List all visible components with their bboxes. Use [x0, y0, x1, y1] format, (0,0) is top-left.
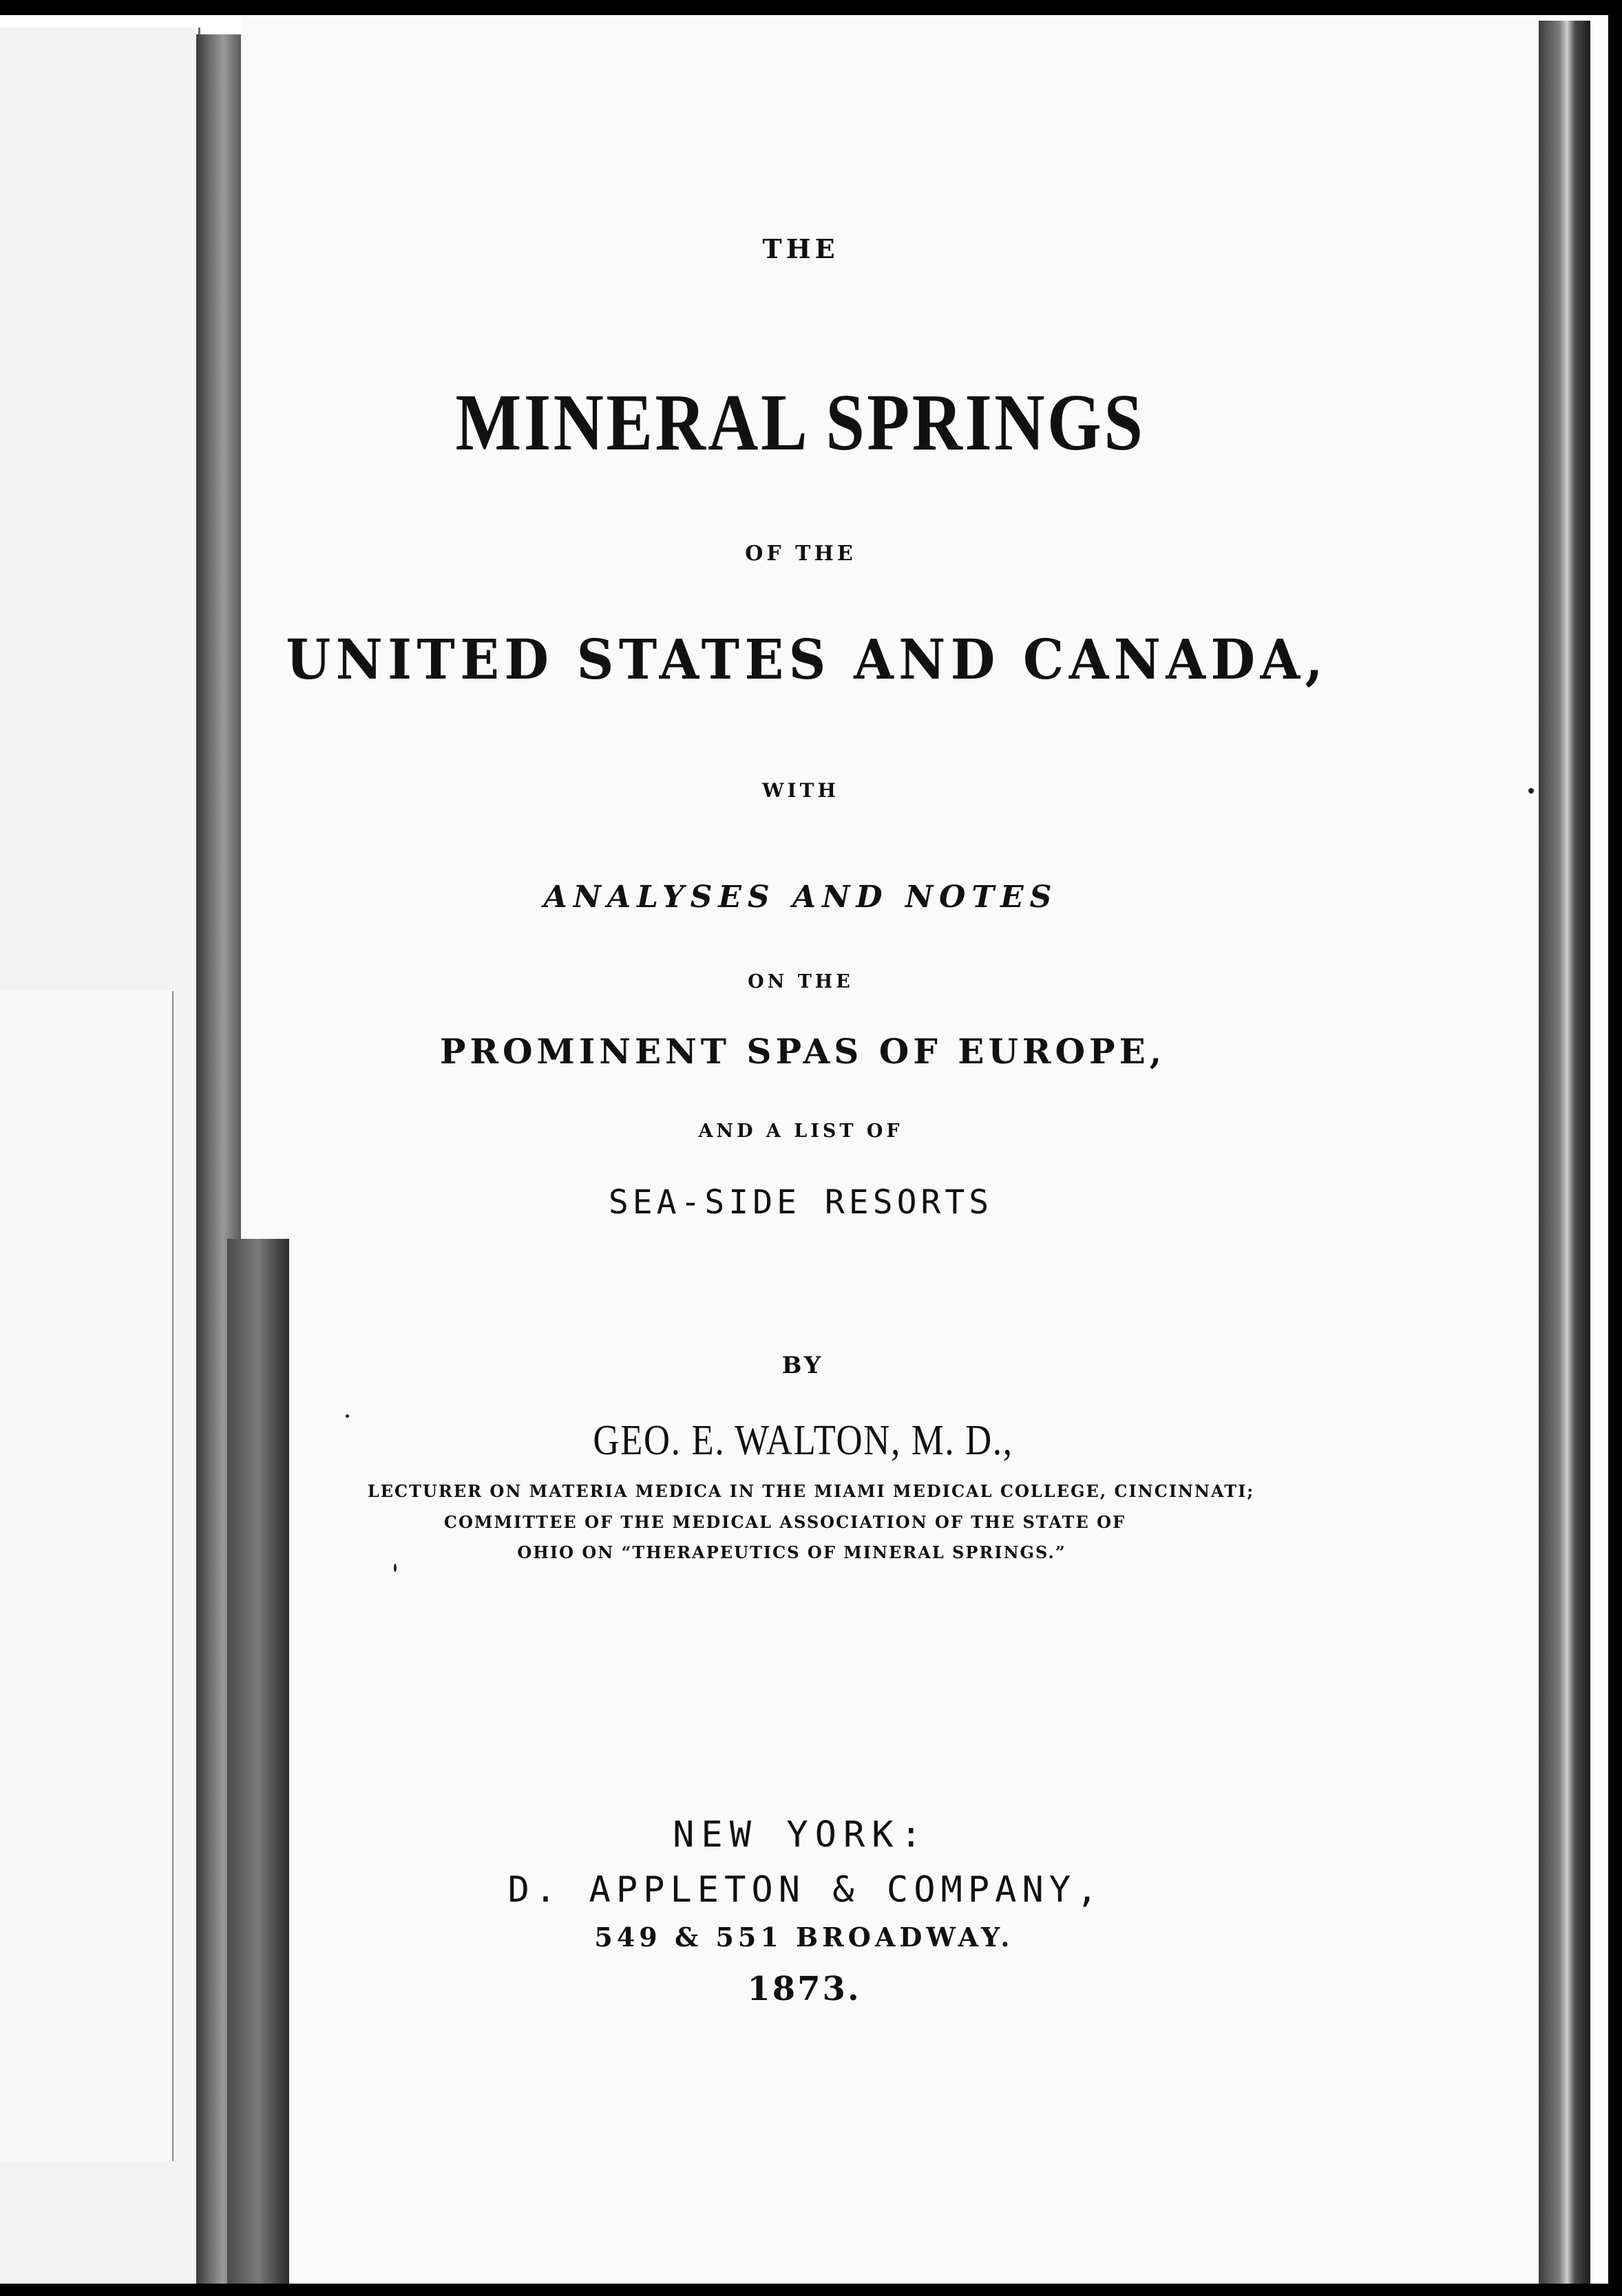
book-gutter-lower [227, 1239, 289, 2296]
scan-border-right [1608, 0, 1622, 2296]
imprint-year: 1873. [747, 1970, 861, 2008]
scan-border-bottom [0, 2284, 1622, 2296]
author-credential-line: LECTURER ON MATERIA MEDICA IN THE MIAMI MEDICAL COLLEGE, CINCINNATI; [367, 1481, 1255, 1501]
ink-speck [1528, 788, 1534, 794]
imprint-city: NEW YORK: [673, 1814, 929, 1856]
connector-on-the: ON THE [748, 971, 854, 992]
ink-speck [346, 1414, 349, 1418]
title-article: THE [762, 233, 839, 264]
subtitle-region: UNITED STATES AND CANADA, [286, 627, 1328, 692]
book-edge-right [1539, 21, 1590, 2292]
author-credential-line: COMMITTEE OF THE MEDICAL ASSOCIATION OF THE STATE OF [443, 1512, 1126, 1532]
subtitle-spas: PROMINENT SPAS OF EUROPE, [439, 1031, 1166, 1072]
main-title: MINERAL SPRINGS [455, 377, 1146, 467]
author-name: GEO. E. WALTON, M. D., [593, 1417, 1013, 1464]
byline-label: BY [781, 1352, 824, 1379]
ink-speck [394, 1564, 397, 1572]
connector-of-the: OF THE [745, 542, 856, 566]
imprint-address: 549 & 551 BROADWAY. [594, 1922, 1014, 1953]
connector-with: WITH [762, 779, 839, 802]
subtitle-resorts: SEA-SIDE RESORTS [608, 1183, 993, 1222]
imprint-publisher: D. APPLETON & COMPANY, [507, 1869, 1104, 1911]
scan-border-top [0, 0, 1622, 15]
author-credential-line: OHIO ON “THERAPEUTICS OF MINERAL SPRINGS.” [517, 1542, 1066, 1562]
subtitle-analyses: ANALYSES AND NOTES [543, 880, 1058, 915]
connector-and-a-list-of: AND A LIST OF [698, 1120, 903, 1142]
